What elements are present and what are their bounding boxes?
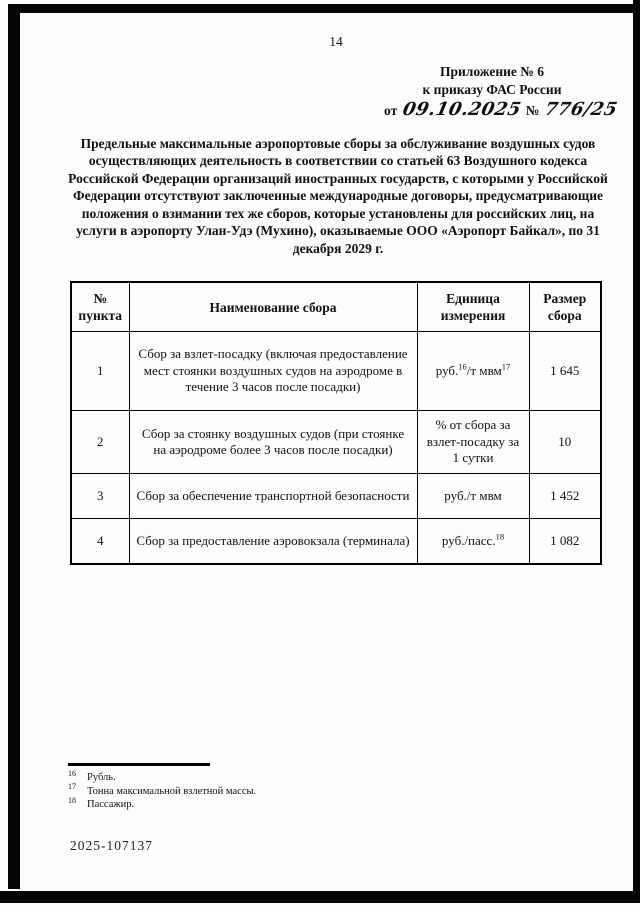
unit-footnote-ref: 17 bbox=[501, 361, 511, 372]
header-name: Наименование сбора bbox=[129, 282, 417, 332]
unit-text: руб. bbox=[435, 362, 459, 378]
footnote-rule bbox=[68, 763, 210, 766]
unit-footnote-ref: 16 bbox=[458, 361, 467, 372]
cell-size: 1 082 bbox=[529, 519, 601, 565]
table-row bbox=[71, 519, 601, 565]
order-number-sign: № bbox=[525, 103, 540, 118]
cell-name: Сбор за стоянку воздушных судов (при стоянке на аэродроме более 3 часов после посадки) bbox=[129, 411, 417, 474]
footnotes-block bbox=[68, 763, 256, 812]
cell-size: 1 645 bbox=[529, 332, 601, 411]
cell-name: Сбор за предоставление аэровокзала (терминала) bbox=[129, 519, 417, 565]
cell-name: Сбор за обеспечение транспортной безопасности bbox=[129, 474, 417, 519]
footnote-text: Рубль. bbox=[87, 772, 116, 783]
cell-unit bbox=[417, 332, 529, 411]
header-size: Размер сбора bbox=[529, 282, 601, 332]
page-content bbox=[20, 0, 632, 891]
document-code: 2025-107137 bbox=[70, 838, 153, 853]
order-line bbox=[384, 99, 620, 120]
unit-text: /т мвм bbox=[466, 362, 502, 378]
handwritten-date: 09.10.2025 bbox=[400, 99, 523, 120]
cell-num: 3 bbox=[71, 474, 129, 519]
footnote-number: 17 bbox=[68, 782, 76, 791]
header-num: № пункта bbox=[71, 282, 129, 332]
fees-table bbox=[70, 281, 602, 565]
table-header-row bbox=[71, 282, 601, 332]
footnote-number: 16 bbox=[68, 768, 76, 778]
footnote bbox=[68, 795, 256, 812]
footnote bbox=[68, 768, 256, 785]
footnote-number: 18 bbox=[68, 795, 76, 805]
cell-unit: % от сбора за взлет-посадку за 1 сутки bbox=[417, 411, 529, 474]
handwritten-number: 776/25 bbox=[542, 99, 620, 120]
cell-num: 2 bbox=[71, 411, 129, 474]
cell-unit bbox=[417, 519, 529, 565]
unit-text: руб./пасс. bbox=[441, 532, 496, 548]
appendix-subtitle: к приказу ФАС России bbox=[422, 81, 562, 97]
order-from-label: от bbox=[384, 103, 398, 118]
table-row bbox=[71, 411, 601, 474]
table-row bbox=[71, 474, 601, 519]
cell-size: 10 bbox=[529, 411, 601, 474]
appendix-title: Приложение № 6 bbox=[440, 64, 544, 79]
cell-num: 4 bbox=[71, 519, 129, 565]
footnote-text: Тонна максимальной взлетной массы. bbox=[87, 785, 257, 797]
page-number: 14 bbox=[329, 34, 343, 49]
footnote bbox=[68, 782, 257, 799]
scan-edge-left bbox=[8, 4, 20, 889]
cell-num: 1 bbox=[71, 332, 129, 411]
cell-name: Сбор за взлет-посадку (включая предоставление мест стоянки воздушных судов на аэродроме в течение 3 часов после посадки) bbox=[129, 332, 417, 411]
scan-edge-bottom bbox=[0, 891, 640, 903]
unit-footnote-ref: 18 bbox=[495, 531, 505, 542]
footnote-text: Пассажир. bbox=[87, 799, 135, 810]
cell-unit: руб./т мвм bbox=[417, 474, 529, 519]
scan-edge-right bbox=[633, 0, 640, 892]
cell-size: 1 452 bbox=[529, 474, 601, 519]
header-unit: Единица измерения bbox=[417, 282, 529, 332]
table-row bbox=[71, 332, 601, 411]
document-title: Предельные максимальные аэропортовые сборы за обслуживание воздушных судов осуществляющих деятельность в соответствии со статьей 63 Воздушного кодекса Российской Федерации организаций иностранных государств, с которыми у Российской Федерации отсутствуют заключенные международные договоры, предусматривающие положения о взимании тех же сборов, которые установлены для российских лиц, на услуги в аэропорту Улан-Удэ (Мухино), оказываемые ООО «Аэропорт Байкал», по 31 декабря 2029 г. bbox=[68, 135, 608, 256]
appendix-block bbox=[384, 63, 620, 120]
